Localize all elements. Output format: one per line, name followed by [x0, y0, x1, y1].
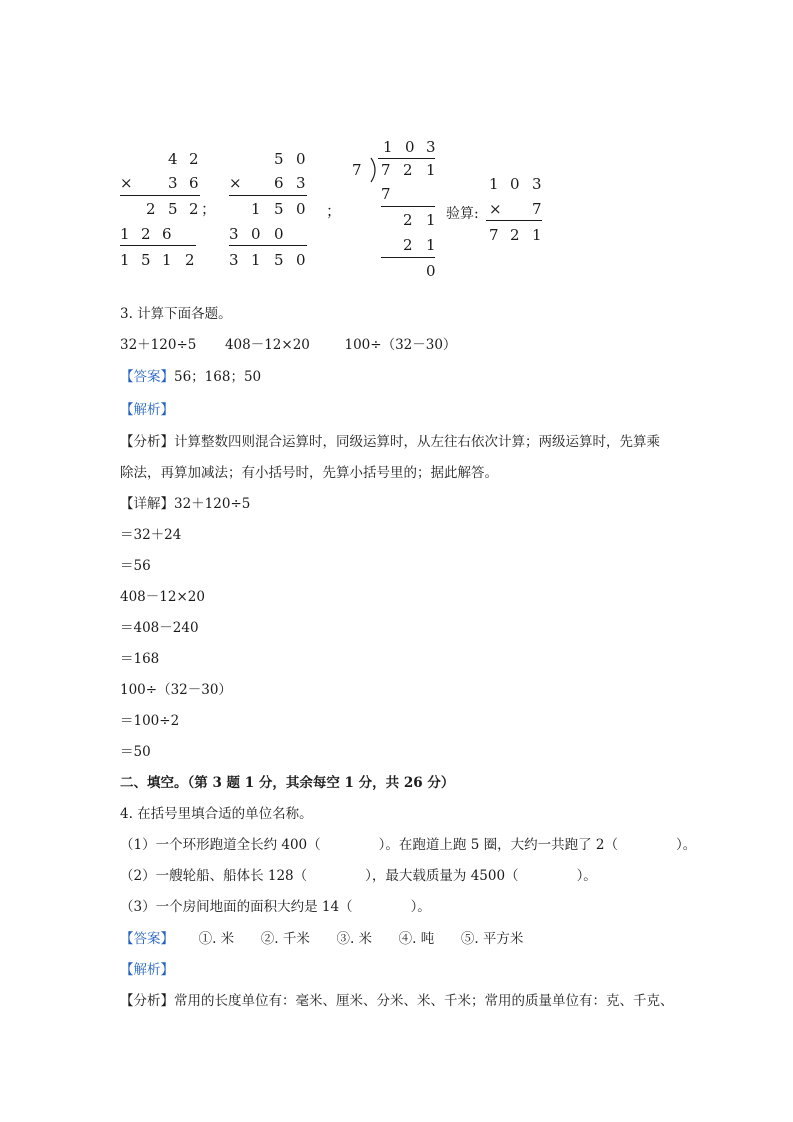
question-4-line2 — [120, 864, 597, 884]
answer-tag: 【答案】 — [120, 369, 174, 385]
expression: 32＋120÷5 — [120, 337, 197, 353]
digit: 1 — [120, 251, 130, 269]
calc-step: ＝32＋24 — [120, 527, 182, 543]
question-3-analysis-tag: 【解析】 — [120, 402, 174, 418]
division-bracket — [370, 157, 380, 183]
answer-text: 56；168；50 — [174, 369, 262, 385]
digit: 4 — [168, 150, 178, 168]
digit: 1 — [426, 211, 436, 229]
check-label: 验算: — [446, 206, 479, 222]
question-4-title: 4. 在括号里填合适的单位名称。 — [120, 806, 313, 822]
text: （1）一个环形跑道全长约 400（ — [120, 837, 321, 853]
digit: 3 — [229, 251, 239, 269]
rule — [120, 245, 196, 246]
calc-step: ＝56 — [120, 558, 151, 574]
division-bar — [378, 158, 435, 159]
digit: 2 — [403, 211, 413, 229]
digit: 6 — [189, 174, 199, 192]
digit: 1 — [383, 138, 393, 156]
text: ）。 — [576, 868, 597, 884]
digit: 0 — [274, 225, 284, 243]
calc-step: 408－12×20 — [120, 589, 205, 605]
question-4-line1 — [120, 833, 696, 853]
text: ）。 — [675, 837, 697, 853]
digit: 3 — [532, 175, 542, 193]
digit: 1 — [162, 251, 172, 269]
question-3-answer — [120, 365, 261, 385]
detail-tag: 【详解】 — [120, 496, 174, 512]
digit: 5 — [274, 150, 284, 168]
digit: 2 — [146, 200, 156, 218]
digit: 1 — [251, 200, 261, 218]
question-3-fenxi-line2: 除法，再算加减法；有小括号时，先算小括号里的；据此解答。 — [120, 465, 498, 481]
calc-step: ＝408－240 — [120, 620, 199, 636]
expression: 100÷（32－30） — [344, 337, 457, 353]
question-4-line3 — [120, 895, 431, 915]
digit: 0 — [296, 200, 306, 218]
calc-step: ＝100÷2 — [120, 713, 180, 729]
digit: 5 — [274, 200, 284, 218]
fenxi-tag: 【分析】 — [120, 434, 174, 450]
detail-text: 32＋120÷5 — [174, 496, 251, 512]
digit: 1 — [426, 236, 436, 254]
times-sign: × — [229, 174, 242, 192]
separator: ； — [201, 200, 217, 218]
digit: 0 — [296, 150, 306, 168]
digit: 1 — [489, 175, 499, 193]
section-2-title: 二、填空。（第 3 题 1 分，其余每空 1 分，共 26 分） — [120, 775, 455, 791]
digit: 2 — [510, 226, 520, 244]
fenxi-text: 常用的长度单位有：毫米、厘米、分米、米、千米；常用的质量单位有：克、千克、 — [174, 993, 674, 1009]
rule — [381, 257, 435, 258]
question-4-fenxi-line1 — [120, 989, 674, 1009]
rule — [381, 206, 435, 207]
digit: 2 — [141, 225, 151, 243]
digit: 0 — [296, 251, 306, 269]
question-3-expressions — [120, 333, 456, 353]
rule — [229, 195, 307, 196]
rule — [120, 195, 200, 196]
digit: 2 — [189, 200, 199, 218]
digit: 6 — [162, 225, 172, 243]
answer-item: ③. 米 — [336, 931, 373, 947]
digit: 1 — [120, 225, 130, 243]
question-3-title: 3. 计算下面各题。 — [120, 306, 232, 322]
digit: 2 — [189, 150, 199, 168]
calc-step: ＝168 — [120, 651, 160, 667]
digit: 2 — [185, 251, 195, 269]
digit: 0 — [510, 175, 520, 193]
rule — [486, 220, 542, 221]
digit: 5 — [274, 251, 284, 269]
times-sign: × — [489, 200, 502, 218]
text: ），最大载质量为 4500（ — [365, 868, 519, 884]
digit: 1 — [251, 251, 261, 269]
digit: 1 — [426, 161, 436, 179]
digit: 7 — [381, 161, 391, 179]
question-4-answer — [120, 927, 523, 947]
answer-item: ④. 吨 — [398, 931, 435, 947]
text: ）。在跑道上跑 5 圈，大约一共跑了 2（ — [378, 837, 618, 853]
question-4-analysis-tag: 【解析】 — [120, 962, 174, 978]
digit: 7 — [381, 185, 391, 203]
times-sign: × — [120, 174, 133, 192]
expression: 408－12×20 — [224, 337, 310, 353]
text: （2）一艘轮船、船体长 128（ — [120, 868, 308, 884]
text: （3）一个房间地面的面积大约是 14（ — [120, 899, 353, 915]
digit: 3 — [426, 138, 436, 156]
digit: 0 — [426, 262, 436, 280]
answer-item: ⑤. 平方米 — [460, 931, 524, 947]
answer-tag: 【答案】 — [120, 931, 174, 947]
separator: ； — [326, 202, 342, 220]
digit: 3 — [168, 174, 178, 192]
digit: 7 — [532, 200, 542, 218]
calc-step: 100÷（32－30） — [120, 682, 232, 698]
fenxi-tag: 【分析】 — [120, 993, 174, 1009]
question-3-fenxi-line1 — [120, 430, 660, 450]
fenxi-text: 计算整数四则混合运算时，同级运算时，从左往右依次计算；两级运算时，先算乘 — [174, 434, 660, 450]
digit: 5 — [168, 200, 178, 218]
digit: 3 — [296, 174, 306, 192]
digit: 3 — [229, 225, 239, 243]
digit: 2 — [403, 161, 413, 179]
digit: 7 — [489, 226, 499, 244]
digit: 2 — [403, 236, 413, 254]
digit: 6 — [274, 174, 284, 192]
digit: 1 — [532, 226, 542, 244]
digit: 7 — [352, 161, 362, 179]
question-3-detail — [120, 492, 250, 512]
calc-step: ＝50 — [120, 744, 151, 760]
rule — [229, 245, 307, 246]
answer-item: ①. 米 — [198, 931, 235, 947]
digit: 5 — [141, 251, 151, 269]
answer-item: ②. 千米 — [260, 931, 310, 947]
digit: 0 — [251, 225, 261, 243]
text: ）。 — [410, 899, 431, 915]
digit: 0 — [405, 138, 415, 156]
